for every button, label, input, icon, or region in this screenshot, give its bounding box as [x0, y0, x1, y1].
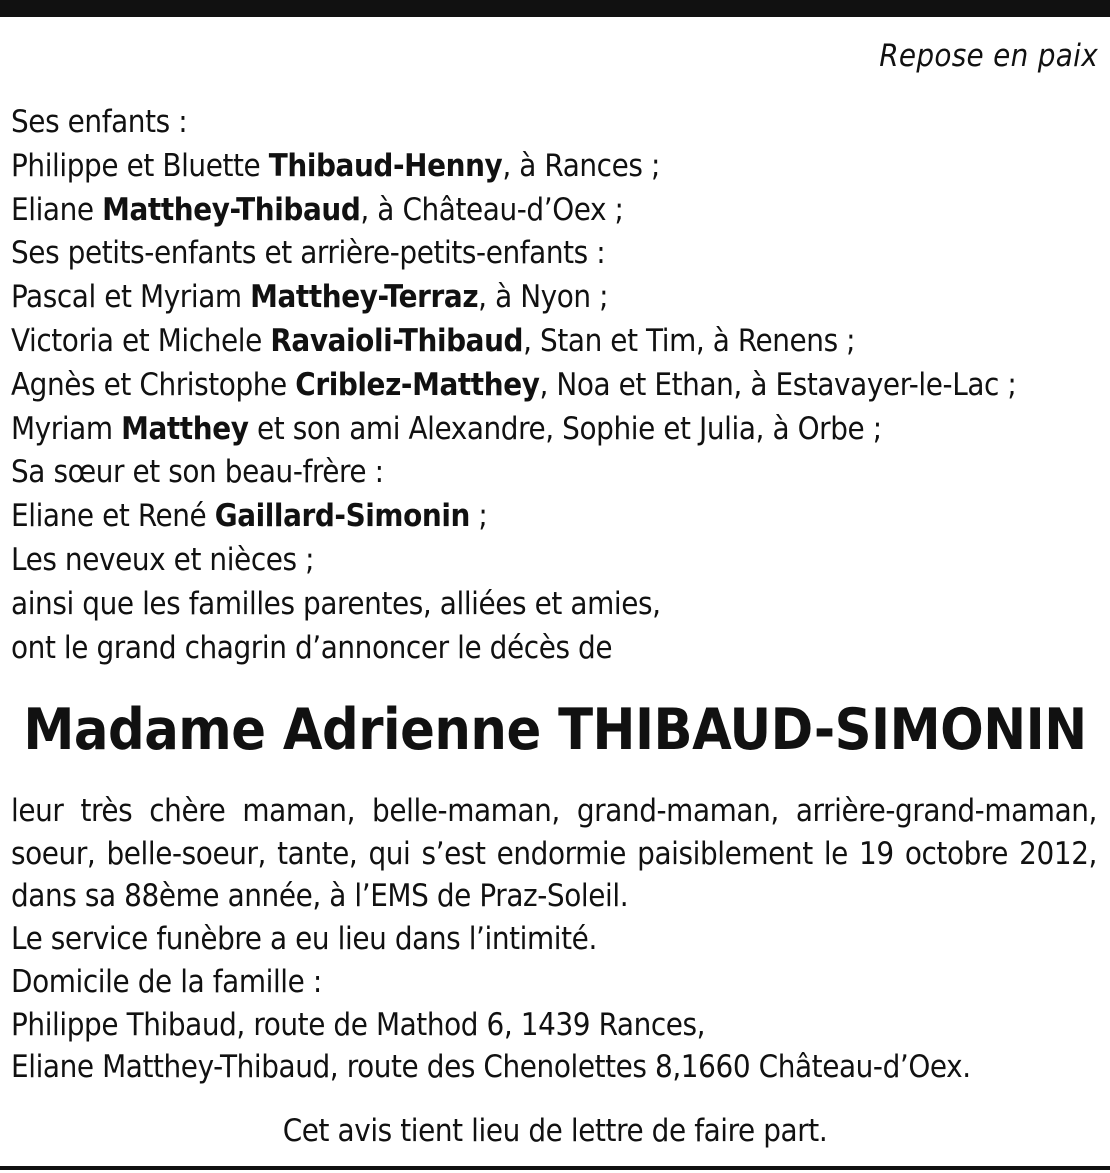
- top-border-bar: [0, 0, 1110, 17]
- member-first-names: Victoria et Michele: [11, 322, 271, 359]
- member-surname: Matthey-Thibaud: [102, 191, 361, 228]
- member-first-names: Pascal et Myriam: [11, 279, 251, 316]
- family-member-line: [11, 276, 1101, 320]
- family-member-line: [11, 408, 1101, 452]
- children-heading: Ses enfants :: [11, 104, 188, 140]
- member-location: , Noa et Ethan, à Estavayer-le-Lac ;: [539, 366, 1017, 403]
- address-line: Eliane Matthey-Thibaud, route des Chenolettes 8,1660 Château-d’Oex.: [11, 1049, 971, 1086]
- domicile-heading: Domicile de la famille :: [11, 963, 322, 1000]
- details-paragraph: leur très chère maman, belle-maman, grand-maman, arrière-grand-maman, soeur, belle-soeur, tante, qui s’est endormie paisiblement le 19 octobre 2012, dans sa 88ème année, à l’EMS de Praz-Soleil.: [11, 793, 1097, 915]
- member-surname: Ravaioli-Thibaud: [270, 322, 524, 359]
- notice-details: [11, 790, 1097, 1089]
- member-first-names: Myriam: [11, 410, 122, 447]
- member-location: ;: [469, 498, 488, 535]
- member-surname: Matthey: [121, 410, 249, 447]
- member-surname: Thibaud-Henny: [268, 147, 503, 184]
- deceased-name: Madame Adrienne THIBAUD-SIMONIN: [23, 697, 1087, 763]
- family-member-line: [11, 495, 1101, 539]
- address-line: Philippe Thibaud, route de Mathod 6, 1439 Rances,: [11, 1006, 706, 1043]
- member-location: , à Rances ;: [502, 147, 660, 184]
- service-line: Le service funèbre a eu lieu dans l’intimité.: [11, 921, 597, 958]
- family-member-line: [11, 320, 1101, 364]
- grandchildren-heading: Ses petits-enfants et arrière-petits-enfants :: [11, 235, 606, 272]
- sibling-heading: Sa sœur et son beau-frère :: [11, 454, 384, 491]
- family-member-line: [11, 364, 1101, 408]
- member-location: , à Château-d’Oex ;: [360, 191, 624, 228]
- member-surname: Matthey-Terraz: [250, 279, 479, 316]
- member-first-names: Agnès et Christophe: [11, 366, 296, 403]
- member-first-names: Eliane et René: [11, 498, 215, 535]
- family-member-line: [11, 145, 1101, 189]
- announcement-line: ont le grand chagrin d’annoncer le décès de: [11, 629, 613, 666]
- member-location: , Stan et Tim, à Renens ;: [523, 322, 856, 359]
- bottom-border-rule: [0, 1166, 1110, 1170]
- family-member-line: [11, 189, 1101, 233]
- member-surname: Gaillard-Simonin: [214, 498, 470, 535]
- member-first-names: Eliane: [11, 191, 103, 228]
- closing-note: Cet avis tient lieu de lettre de faire part.: [282, 1113, 828, 1149]
- member-location: , à Nyon ;: [478, 279, 609, 316]
- family-list: [11, 101, 1101, 670]
- nephews-line: Les neveux et nièces ;: [11, 541, 315, 578]
- member-first-names: Philippe et Bluette: [11, 147, 269, 184]
- others-line: ainsi que les familles parentes, alliées et amies,: [11, 585, 661, 622]
- epigraph: Repose en paix: [879, 38, 1098, 74]
- member-surname: Criblez-Matthey: [295, 366, 540, 403]
- member-location: et son ami Alexandre, Sophie et Julia, à Orbe ;: [248, 410, 882, 447]
